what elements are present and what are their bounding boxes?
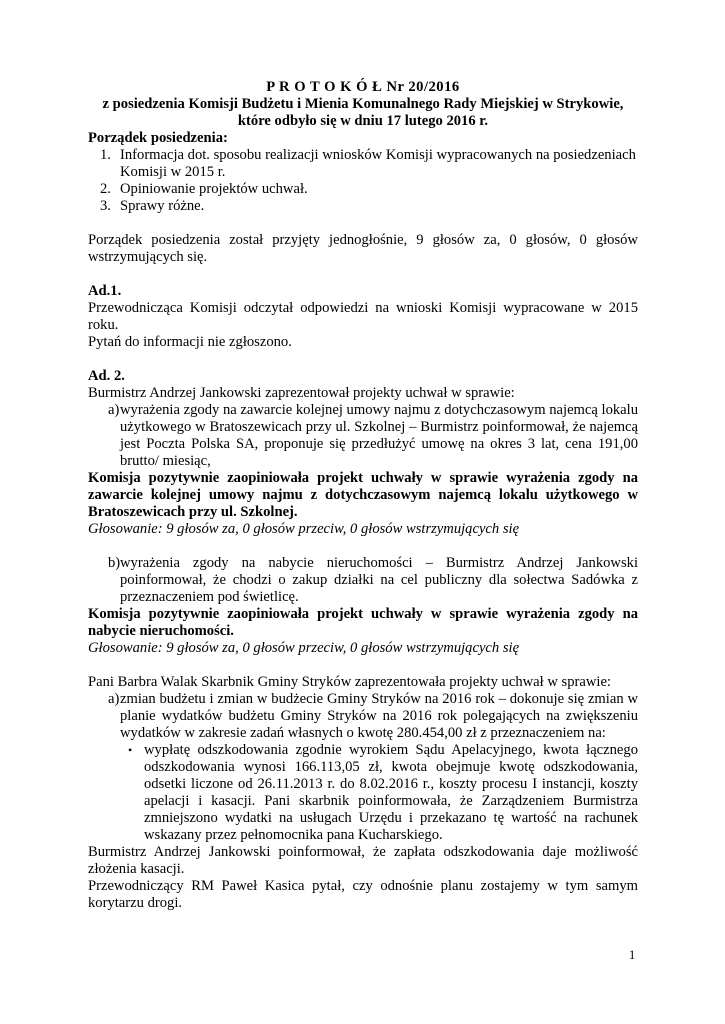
bullet-marker: • [128,743,133,757]
vote-result-a: Głosowanie: 9 głosów za, 0 głosów przeciw, 0 głosów wstrzymujących się [88,521,520,537]
ad1-no-questions: Pytań do informacji nie zgłoszono. [88,334,292,350]
budget-item-a [88,691,638,742]
budget-bullet-item [88,742,638,844]
ad2-heading: Ad. 2. [88,368,125,384]
agenda-item-number: 3. [100,198,111,214]
title-line-3: które odbyło się w dniu 17 lutego 2016 r. [237,113,489,129]
item-marker: a) [108,691,120,707]
title-line-2: z posiedzenia Komisji Budżetu i Mienia Komunalnego Rady Miejskiej w Strykowie, [102,96,624,112]
agenda-list [88,147,638,215]
ad2-intro: Burmistrz Andrzej Jankowski zaprezentował projekty uchwał w sprawie: [88,385,515,401]
przewodniczacy-paragraph: Przewodniczący RM Paweł Kasica pytał, czy odnośnie planu zostajemy w tym samym korytarzu drogi. [88,878,638,911]
agenda-item [100,181,638,198]
resolution-item-b [88,555,638,606]
agenda-item-text: Opiniowanie projektów uchwał. [120,181,308,197]
committee-opinion-a: Komisja pozytywnie zaopiniowała projekt uchwały w sprawie wyrażenia zgody na zawarcie kolejnej umowy najmu z dotychczasowym najemcą lokalu użytkowego w Bratoszewicach przy ul. Szkolnej. [88,470,638,520]
agenda-heading: Porządek posiedzenia: [88,130,228,146]
ad1-heading: Ad.1. [88,283,122,299]
ad1-paragraph: Przewodnicząca Komisji odczytał odpowiedzi na wnioski Komisji wypracowane w 2015 roku. [88,300,638,333]
vote-result-b: Głosowanie: 9 głosów za, 0 głosów przeciw, 0 głosów wstrzymujących się [88,640,520,656]
skarbnik-intro: Pani Barbra Walak Skarbnik Gminy Stryków zaprezentowała projekty uchwał w sprawie: [88,674,611,690]
item-marker: a) [108,402,120,418]
agenda-item-number: 2. [100,181,111,197]
agenda-accepted-paragraph: Porządek posiedzenia został przyjęty jednogłośnie, 9 głosów za, 0 głosów, 0 głosów wstrzymujących się. [88,232,638,265]
agenda-item-text: Informacja dot. sposobu realizacji wniosków Komisji wypracowanych na posiedzeniach Komisji w 2015 r. [120,147,636,180]
page-number: 1 [629,948,636,962]
title-line-1: P R O T O K Ó Ł Nr 20/2016 [266,79,460,95]
agenda-item [100,147,638,181]
resolution-item-a-text: wyrażenia zgody na zawarcie kolejnej umowy najmu z dotychczasowym najemcą lokalu użytkowego w Bratoszewicach przy ul. Szkolnej – Burmistrz poinformował, że najemcą jest Poczta Polska SA, proponuje się przedłużyć umowę na okres 3 lat, cena 191,00 brutto/ miesiąc, [120,402,638,469]
committee-opinion-b: Komisja pozytywnie zaopiniowała projekt uchwały w sprawie wyrażenia zgody na nabycie nieruchomości. [88,606,638,639]
budget-bullet-text: wypłatę odszkodowania zgodnie wyrokiem Sądu Apelacyjnego, kwota łącznego odszkodowania wynosi 166.113,05 zł, kwota obejmuje kwotę odszkodowania, odsetki liczone od 26.11.2013 r. do 8.02.2016 r., koszty procesu I instancji, koszty apelacji i kasacji. Pani skarbnik poinformowała, że Zarządzeniem Burmistrza zmniejszono wydatki na usługach Urzędu i przekazano tę wartość na rachunek wskazany przez pełnomocnika pana Kucharskiego. [144,742,638,843]
item-marker: b) [108,555,121,571]
agenda-item-number: 1. [100,147,111,163]
budget-item-a-text: zmian budżetu i zmian w budżecie Gminy Stryków na 2016 rok – dokonuje się zmian w planie wydatków budżetu Gminy Stryków na 2016 rok polegających na zwiększeniu wydatków w zakresie zadań własnych o kwotę 280.454,00 zł z przeznaczeniem na: [120,691,638,741]
resolution-item-a [88,402,638,470]
burmistrz-paragraph: Burmistrz Andrzej Jankowski poinformował, że zapłata odszkodowania daje możliwość złożenia kasacji. [88,844,638,877]
agenda-item [100,198,638,215]
agenda-item-text: Sprawy różne. [120,198,205,214]
document-title [88,79,638,130]
resolution-item-b-text: wyrażenia zgody na nabycie nieruchomości – Burmistrz Andrzej Jankowski poinformował, że chodzi o zakup działki na cel publiczny dla sołectwa Sadówka z przeznaczeniem pod świetlicę. [120,555,638,605]
document-page [88,79,638,912]
